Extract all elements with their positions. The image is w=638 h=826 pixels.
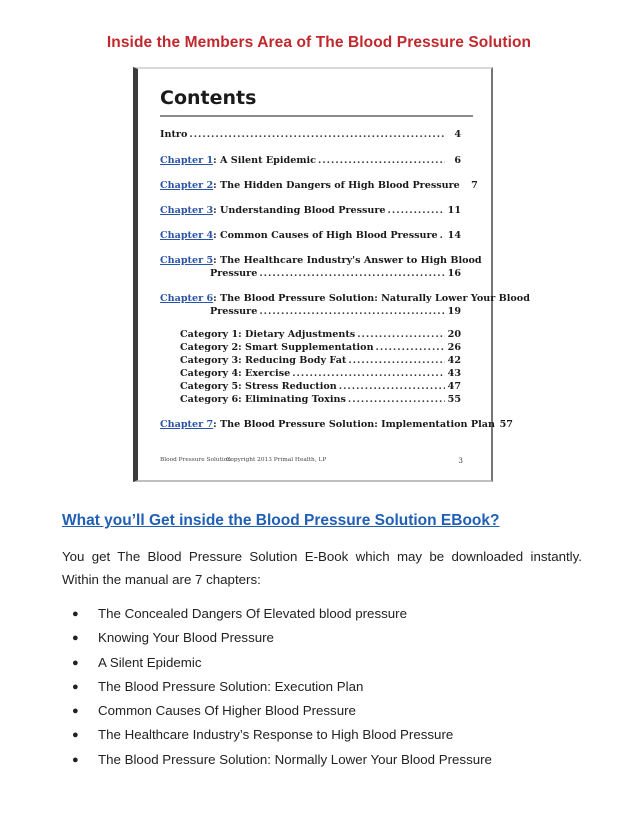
toc-leader-dots [348, 394, 445, 405]
toc-leader-dots [318, 155, 445, 166]
toc-row-page: 11 [447, 205, 461, 216]
toc-row-category-4 [180, 368, 461, 379]
toc-row-category-6 [180, 394, 461, 405]
toc-row-category-5 [180, 381, 461, 392]
toc-row-page: 55 [447, 394, 461, 405]
chapter-list [72, 602, 492, 772]
bullet-icon: ● [72, 608, 79, 620]
toc-row-chapter-3 [160, 205, 461, 216]
toc-row-label: Intro [160, 129, 188, 140]
toc-row-label: : The Blood Pressure Solution: Naturally Lower Your Blood [213, 293, 530, 304]
toc-leader-dots [292, 368, 445, 379]
toc-row-intro [160, 129, 461, 140]
toc-row-label: Pressure [210, 268, 258, 279]
list-item-text: Common Causes Of Higher Blood Pressure [98, 703, 356, 719]
toc-row-chapter-7 [160, 419, 513, 430]
toc-row-chapter-6-continued [210, 306, 461, 317]
toc-row-label: Category 5: Stress Reduction [180, 381, 337, 392]
toc-row-category-1 [180, 329, 461, 340]
toc-leader-dots [189, 129, 445, 140]
bullet-icon: ● [72, 656, 79, 669]
toc-leader-dots [259, 306, 445, 317]
toc-row-label: : A Silent Epidemic [213, 155, 316, 166]
toc-row-page: 47 [447, 381, 461, 392]
toc-row-page: 26 [447, 342, 461, 353]
toc-row-label: : The Blood Pressure Solution: Implementation Plan [213, 419, 495, 430]
toc-footer-page-number: 3 [458, 457, 463, 465]
toc-row-category-3 [180, 355, 461, 366]
toc-row-page: 16 [447, 268, 461, 279]
toc-footer-left: Blood Pressure Solution [160, 457, 231, 463]
toc-divider [160, 115, 473, 117]
toc-row-page: 14 [447, 230, 461, 241]
toc-chapter-link[interactable]: Chapter 5 [160, 255, 214, 266]
intro-paragraph: You get The Blood Pressure Solution E-Book which may be downloaded instantly. Within the manual are 7 chapters: [62, 549, 582, 587]
toc-chapter-link[interactable]: Chapter 7 [160, 419, 214, 430]
list-item-text: The Healthcare Industry’s Response to High Blood Pressure [98, 727, 454, 743]
toc-row-chapter-6 [160, 293, 530, 304]
toc-row-label: Category 3: Reducing Body Fat [180, 355, 347, 366]
toc-leader-dots [440, 230, 445, 241]
toc-row-page: 6 [454, 155, 461, 166]
toc-row-label: Pressure [210, 306, 258, 317]
bullet-icon: ● [72, 729, 79, 742]
toc-footer-copyright: Copyright 2013 Primal Health, LP [226, 457, 327, 463]
list-item [72, 675, 492, 699]
bullet-icon: ● [72, 705, 79, 718]
toc-row-chapter-2 [160, 180, 478, 191]
toc-row-label: Category 6: Eliminating Toxins [180, 394, 346, 405]
toc-leader-dots [388, 205, 445, 216]
toc-row-chapter-5-continued [210, 268, 461, 279]
toc-row-page: 19 [447, 306, 461, 317]
list-item-text: The Blood Pressure Solution: Normally Lower Your Blood Pressure [98, 751, 492, 767]
list-item [72, 748, 492, 772]
list-item [72, 651, 492, 675]
list-item [72, 602, 492, 626]
toc-chapter-link[interactable]: Chapter 2 [160, 180, 214, 191]
list-item-text: A Silent Epidemic [98, 654, 202, 670]
toc-chapter-link[interactable]: Chapter 4 [160, 230, 214, 241]
section-heading: What you’ll Get inside the Blood Pressure Solution EBook? [62, 512, 500, 529]
list-item-text: The Blood Pressure Solution: Execution Plan [98, 678, 364, 694]
toc-row-label: : The Healthcare Industry's Answer to High Blood [213, 255, 482, 266]
toc-row-category-2 [180, 342, 461, 353]
toc-row-label: Category 1: Dietary Adjustments [180, 329, 356, 340]
toc-row-page: 7 [471, 180, 478, 191]
toc-row-label: Category 4: Exercise [180, 368, 291, 379]
page-title: Inside the Members Area of The Blood Pressure Solution [106, 34, 532, 51]
toc-leader-dots [348, 355, 445, 366]
toc-row-chapter-4 [160, 230, 461, 241]
bullet-icon: ● [72, 753, 79, 766]
toc-row-page: 20 [447, 329, 461, 340]
bullet-icon: ● [72, 632, 79, 645]
toc-chapter-link[interactable]: Chapter 1 [160, 155, 214, 166]
toc-leader-dots [339, 381, 445, 392]
toc-row-chapter-5 [160, 255, 482, 266]
toc-heading: Contents [160, 87, 257, 109]
list-item [72, 699, 492, 723]
toc-chapter-link[interactable]: Chapter 6 [160, 293, 214, 304]
toc-leader-dots [357, 329, 445, 340]
toc-row-label: Category 2: Smart Supplementation [180, 342, 374, 353]
toc-row-label: : The Hidden Dangers of High Blood Pressure [213, 180, 460, 191]
toc-row-page: 4 [454, 129, 461, 140]
list-item [72, 723, 492, 747]
table-of-contents-image [133, 67, 530, 482]
toc-row-label: : Common Causes of High Blood Pressure [213, 230, 438, 241]
toc-row-page: 42 [447, 355, 461, 366]
toc-leader-dots [259, 268, 445, 279]
toc-row-page: 57 [499, 419, 513, 430]
bullet-icon: ● [72, 680, 79, 693]
toc-chapter-link[interactable]: Chapter 3 [160, 205, 214, 216]
toc-row-label: : Understanding Blood Pressure [213, 205, 386, 216]
list-item-text: Knowing Your Blood Pressure [98, 630, 274, 646]
toc-row-chapter-1 [160, 155, 461, 166]
list-item-text: The Concealed Dangers Of Elevated blood pressure [98, 606, 407, 621]
toc-row-page: 43 [447, 368, 461, 379]
list-item [72, 626, 492, 650]
toc-leader-dots [376, 342, 445, 353]
